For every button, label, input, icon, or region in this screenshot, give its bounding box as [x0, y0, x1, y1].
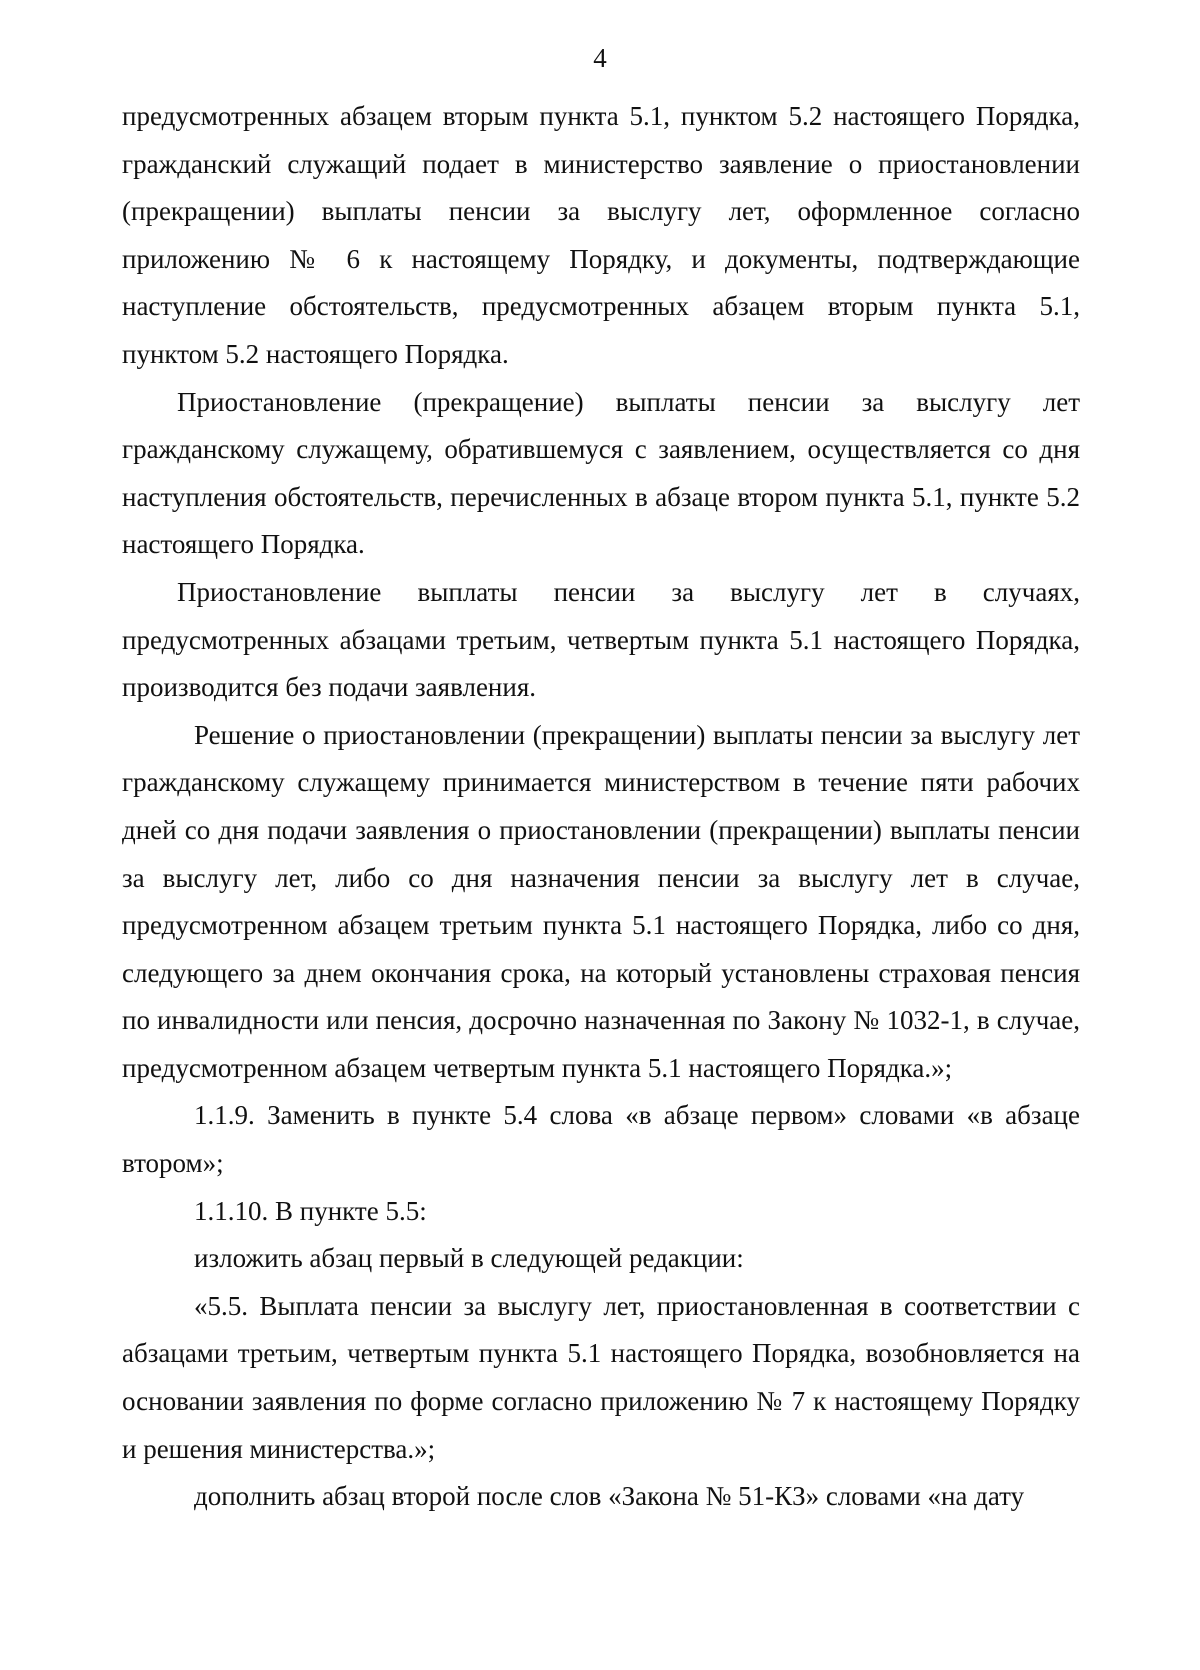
- document-body: [122, 93, 1080, 1521]
- paragraph-4: Решение о приостановлении (прекращении) выплаты пенсии за выслугу лет гражданскому служащему принимается министерством в течение пяти рабочих дней со дня подачи заявления о приостановлении (прекращении) выплаты пенсии за выслугу лет, либо со дня назначения пенсии за выслугу лет в случае, предусмотренном абзацем третьим пункта 5.1 настоящего Порядка, либо со дня, следующего за днем окончания срока, на который установлены страховая пенсия по инвалидности или пенсия, досрочно назначенная по Закону № 1032-1, в случае, предусмотренном абзацем четвертым пункта 5.1 настоящего Порядка.»;: [122, 719, 1080, 1083]
- paragraph-5: 1.1.9. Заменить в пункте 5.4 слова «в абзаце первом» словами «в абзаце втором»;: [122, 1100, 1080, 1179]
- paragraph-6: 1.1.10. В пункте 5.5:: [194, 1195, 427, 1226]
- paragraph-9: дополнить абзац второй после слов «Закона № 51-КЗ» словами «на дату: [194, 1481, 1025, 1512]
- paragraph-7: изложить абзац первый в следующей редакции:: [194, 1243, 744, 1274]
- paragraph-3: Приостановление выплаты пенсии за выслугу лет в случаях, предусмотренных абзацами третьим, четвертым пункта 5.1 настоящего Порядка, производится без подачи заявления.: [122, 576, 1080, 703]
- paragraph-8: «5.5. Выплата пенсии за выслугу лет, приостановленная в соответствии с абзацами третьим, четвертым пункта 5.1 настоящего Порядка, возобновляется на основании заявления по форме согласно приложению № 7 к настоящему Порядку и решения министерства.»;: [122, 1290, 1080, 1464]
- paragraph-2: Приостановление (прекращение) выплаты пенсии за выслугу лет гражданскому служащему, обратившемуся с заявлением, осуществляется со дня наступления обстоятельств, перечисленных в абзаце втором пункта 5.1, пункте 5.2 настоящего Порядка.: [122, 386, 1080, 560]
- paragraph-1: предусмотренных абзацем вторым пункта 5.1, пунктом 5.2 настоящего Порядка, гражданский служащий подает в министерство заявление о приостановлении (прекращении) выплаты пенсии за выслугу лет, оформленное согласно приложению № 6 к настоящему Порядку, и документы, подтверждающие наступление обстоятельств, предусмотренных абзацем вторым пункта 5.1, пунктом 5.2 настоящего Порядка.: [122, 101, 1080, 369]
- page-number: 4: [593, 43, 607, 73]
